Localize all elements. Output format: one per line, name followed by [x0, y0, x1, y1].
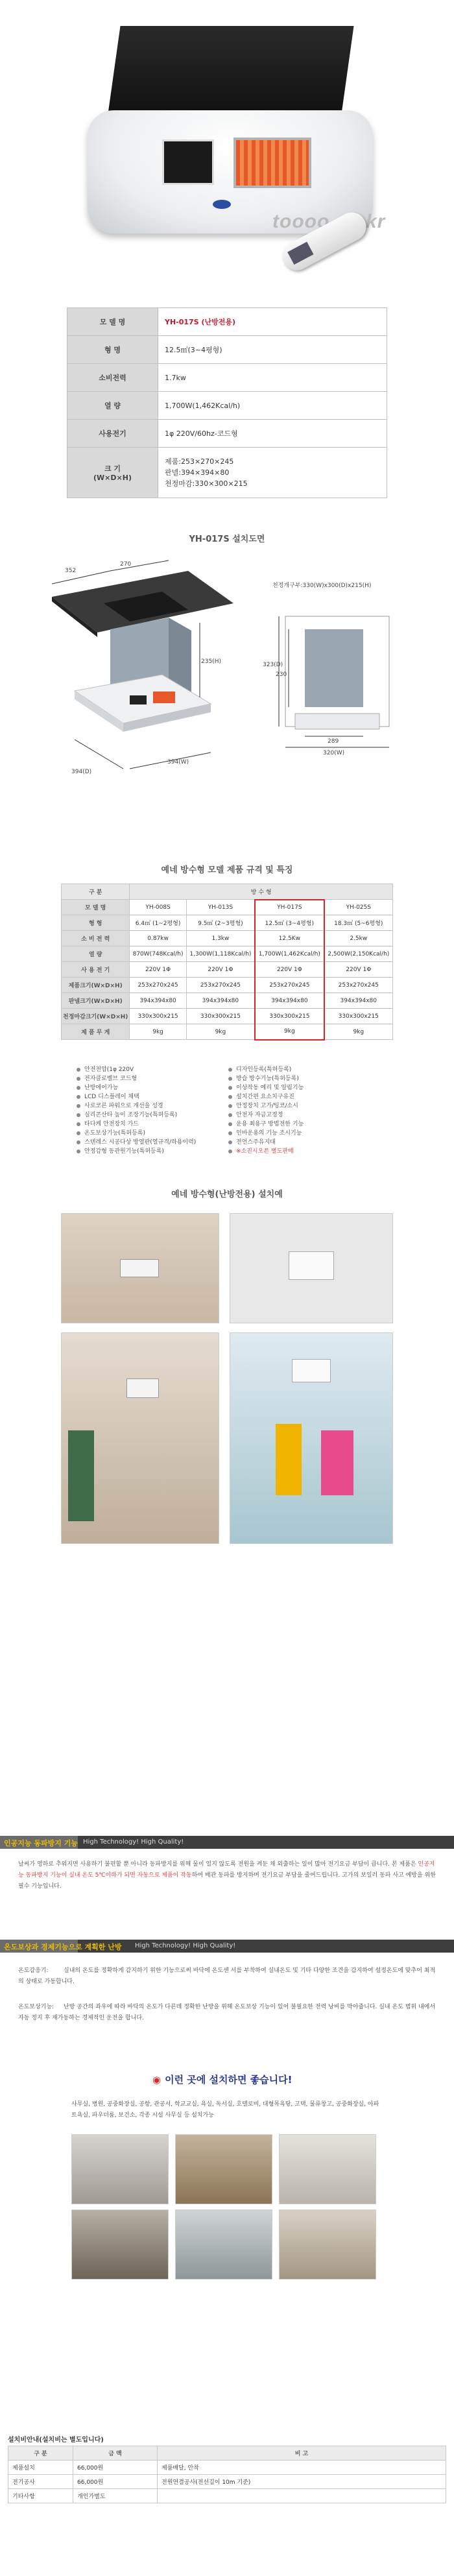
table-row [62, 978, 393, 993]
dim-top-b: 270 [120, 561, 132, 568]
table-cell: 2.5kw [324, 931, 393, 946]
apply-photo-4 [71, 2209, 169, 2280]
table-cell: 9kg [186, 1024, 255, 1040]
heater-element [233, 138, 311, 188]
photos-title: 예네 방수형(난방전용) 설치예 [171, 1190, 283, 1199]
feature-text: 안전전압(1φ 220V [84, 1066, 134, 1073]
dim-front-w1: 289 [328, 738, 339, 745]
row-header: 소 비 전 력 [62, 931, 130, 946]
feature-text: 실리콘산타 높이 조장기능(특허등록) [84, 1112, 178, 1118]
feature1-title: 인공지능 동파방지 기능 [4, 1839, 78, 1848]
feature-text: 운용 최용구 방법전한 기능 [236, 1121, 304, 1127]
target-icon: ◉ [152, 2074, 161, 2086]
table-cell: 1,700W(1,462Kcal/h) [255, 946, 324, 962]
feature-text: 인바운용의 기능 조시기능 [236, 1130, 302, 1137]
feature1-text-a: 날씨가 영하로 추워지면 사용하기 불편할 뿐 아니라 동파방지를 위해 물이 얼지 않도록 전원을 켜둔 채 외출하는 일이 많아 전기요금 부담이 큽니다. 본 제품은 [18, 1861, 418, 1868]
hero-section [0, 0, 454, 519]
spec-value-size [158, 448, 387, 498]
table-row [62, 900, 393, 915]
feature2-row1-text: 실내의 온도를 정확하게 감지하기 위한 기능으로써 바닥에 온도센 서를 부착하여 실내온도 및 기타 다양한 조건을 감지하여 설정온도에 맞추어 최적의 상태로 가동합니다. [18, 1968, 436, 1985]
feature1-text-highlight: 인공지능 동파방지 기능이 실내 온도 5℃이하가 되면 자동으로 제품이 작동 [18, 1861, 435, 1879]
bullet-icon [77, 1131, 80, 1135]
drawing-title: YH-017S 설치도면 [189, 535, 265, 544]
table-cell: YH-025S [324, 900, 393, 915]
bullet-icon [228, 1150, 232, 1153]
row-header: 열 량 [62, 946, 130, 962]
row-header: 제 품 무 게 [62, 1024, 130, 1040]
feature-item [228, 1074, 304, 1083]
install-table [8, 2446, 446, 2503]
installation-drawing-section [0, 532, 454, 804]
table-row [8, 2461, 446, 2475]
spec-label: 소비전력 [67, 364, 158, 392]
bullet-icon [77, 1086, 80, 1090]
feature-item [77, 1111, 196, 1120]
feature1-text [18, 1859, 440, 1892]
bullet-icon [228, 1095, 232, 1099]
feature-item [77, 1065, 196, 1074]
installation-drawing [39, 558, 428, 791]
install-photo-3 [61, 1332, 219, 1544]
apply-photo-3 [279, 2134, 376, 2204]
table-row [62, 993, 393, 1009]
spec-value-model: YH-017S (난방전용) [158, 308, 387, 336]
table-cell: 1,300W(1,118Kcal/h) [186, 946, 255, 962]
spec-label: 모 델 명 [67, 308, 158, 336]
install-cell: 66,000원 [73, 2475, 158, 2489]
feature-item [77, 1083, 196, 1092]
install-cell: 66,000원 [73, 2461, 158, 2475]
feature-text: ※소진시오픈 별도판매 [236, 1148, 294, 1155]
table-cell: 330x300x215 [255, 1009, 324, 1024]
dim-left-h2: 230 [276, 671, 287, 678]
feature1-subtitle: High Technology! High Quality! [83, 1838, 184, 1846]
ceiling-opening-text: 천정개구부:330(W)x300(D)x215(H) [272, 583, 372, 589]
spec-label: 형 명 [67, 336, 158, 364]
table-row [62, 931, 393, 946]
table-cell: 870W(748Kcal/h) [130, 946, 186, 962]
row-header: 형 형 [62, 915, 130, 931]
install-cell: 전원연결공사(전선길이 10m 기준) [158, 2475, 446, 2489]
table-cell: 330x300x215 [186, 1009, 255, 1024]
table-cell: 0.87kw [130, 931, 186, 946]
table-row [62, 946, 393, 962]
feature-item [228, 1111, 304, 1120]
feature-item [228, 1147, 304, 1156]
row-header: 판넬크기(W×D×H) [62, 993, 130, 1009]
group-label: 구 분 [62, 884, 130, 900]
feature-text: 타다케 안전장치 가드 [84, 1121, 139, 1127]
apply-title [152, 2073, 292, 2086]
feature-item [228, 1138, 304, 1147]
install-header: 금 액 [73, 2446, 158, 2461]
bullet-icon [77, 1150, 80, 1153]
table-cell: YH-013S [186, 900, 255, 915]
dim-side-h: 235(H) [201, 658, 221, 665]
feature-item [228, 1092, 304, 1101]
feature-text: 스텐레스 시공다상 방열판(열규격/하용이력) [84, 1139, 197, 1146]
table-cell: 394x394x80 [130, 993, 186, 1009]
table-cell: 6.4㎡ (1~2평형) [130, 915, 186, 931]
feature-item [77, 1092, 196, 1101]
bullet-icon [77, 1068, 80, 1072]
spec-table [67, 307, 387, 498]
group-value: 방 수 형 [130, 884, 393, 900]
dim-top-a: 352 [65, 568, 77, 574]
table-cell: 1.3kw [186, 931, 255, 946]
bullet-icon [77, 1095, 80, 1099]
table-row [62, 1009, 393, 1024]
table-cell: 330x300x215 [324, 1009, 393, 1024]
row-header: 사 용 전 기 [62, 962, 130, 978]
table-cell: 12.5㎡ (3~4평형) [255, 915, 324, 931]
table-cell: 253x270x245 [255, 978, 324, 993]
apply-photo-5 [175, 2209, 272, 2280]
bullet-icon [77, 1077, 80, 1081]
feature-text: 전자클로벨브 코드형 [84, 1076, 137, 1082]
feature-text: 안정감형 동관원기능(특허등록) [84, 1148, 164, 1155]
features-right [228, 1065, 304, 1156]
table-cell: 394x394x80 [255, 993, 324, 1009]
feature-text: 사로코른 파워으로 개선을 성경 [84, 1103, 163, 1109]
apply-title-text: 이런 곳에 설치하면 좋습니다! [165, 2074, 293, 2086]
feature-text: LCD 디스플레이 채택 [84, 1094, 139, 1100]
install-cell: 전기공사 [8, 2475, 73, 2489]
size-product: 제품:253×270×245 [165, 457, 234, 466]
row-header: 모 델 명 [62, 900, 130, 915]
bullet-icon [228, 1113, 232, 1117]
bullet-icon [77, 1113, 80, 1117]
install-cell: 제품배달, 안착 [158, 2461, 446, 2475]
feature-item [77, 1147, 196, 1156]
table-cell: 9.5㎡ (2~3평형) [186, 915, 255, 931]
table-cell: 9kg [255, 1024, 324, 1040]
feature2-row2-text: 난방 공간의 좌우에 따라 바닥의 온도가 다른데 정확한 난방을 위해 온도보상 기능이 있어 불필요한 전력 낭비를 막아줍니다. 실내 온도 범위 내에서 자동 정지 후 재가동하는 경제적인 운전을 합니다. [18, 2004, 436, 2021]
install-photo-4 [230, 1332, 393, 1544]
table-cell: 330x300x215 [130, 1009, 186, 1024]
comparison-table [61, 884, 393, 1041]
heater-display [162, 139, 214, 185]
table-row [62, 962, 393, 978]
feature-text: 온도보상기능(특허등록) [84, 1130, 145, 1137]
table-cell: 12.5Kw [255, 931, 324, 946]
apply-photo-1 [71, 2134, 169, 2204]
row-header: 제품크기(W×D×H) [62, 978, 130, 993]
feature-text: 이상작동 예리 및 알림기능 [236, 1085, 304, 1091]
feature-item [77, 1074, 196, 1083]
install-title: 설치비안내(설치비는 별도입니다) [8, 2437, 104, 2444]
feature-item [77, 1138, 196, 1147]
feature-item [77, 1101, 196, 1111]
table-cell: 220V 1Φ [186, 962, 255, 978]
spec-value: 12.5㎡(3~4평형) [158, 336, 387, 364]
apply-photo-6 [279, 2209, 376, 2280]
bullet-icon [228, 1131, 232, 1135]
comparison-section [0, 837, 454, 1181]
bullet-icon [77, 1140, 80, 1144]
bullet-icon [228, 1077, 232, 1081]
bullet-icon [228, 1086, 232, 1090]
heater-housing [106, 26, 353, 123]
feature-text: 디자인등록(특허등록) [236, 1066, 292, 1073]
brand-logo-icon [213, 200, 231, 209]
table-cell: YH-017S [255, 900, 324, 915]
size-panel: 판넬:394×394×80 [165, 468, 230, 477]
table-cell: 2,500W(2,150Kcal/h) [324, 946, 393, 962]
spec-value: 1φ 220V/60hz-코드형 [158, 420, 387, 448]
feature2-header [0, 1940, 454, 1953]
feature1-text-b: 하여 배관 동파를 방지하며 전기요금 부담을 줄여드립니다. 고가의 보일러 동파 사고 예방을 위한 필수 기능입니다. [18, 1872, 436, 1890]
feature-item [228, 1129, 304, 1138]
install-cell: 제품설치 [8, 2461, 73, 2475]
feature1-header [0, 1836, 454, 1849]
install-cell [158, 2489, 446, 2503]
feature-text: 난방에어가능 [84, 1085, 119, 1091]
feature2-row2-label: 온도보상기능: [18, 2004, 54, 2010]
feature2-subtitle: High Technology! High Quality! [135, 1942, 236, 1949]
spec-label: 사용전기 [67, 420, 158, 448]
apply-photo-2 [175, 2134, 272, 2204]
feature2-row2 [18, 2002, 440, 2024]
table-cell: 9kg [130, 1024, 186, 1040]
feature-item [77, 1120, 196, 1129]
feature2-row1-label: 온도감응기: [18, 1968, 49, 1974]
feature-text: 안전자 자금고정정 [236, 1112, 283, 1118]
dim-bot-a: 394(D) [71, 769, 92, 775]
table-cell: 220V 1Φ [255, 962, 324, 978]
spec-value: 1.7kw [158, 364, 387, 392]
dim-front-w2: 320(W) [323, 750, 345, 756]
dim-left-h: 323(D) [263, 662, 283, 668]
table-cell: 18.3㎡ (5~6평형) [324, 915, 393, 931]
feature-item [228, 1101, 304, 1111]
table-row [62, 1024, 393, 1040]
apply-text: 사무실, 병원, 공중화장실, 공항, 관공서, 학교교실, 욕실, 독서실, 호텔로비, 대형목욕탕, 고택, 물류창고, 공중화장실, 아파트욕실, 파우더룸, 보건소, 각종 시설 사무실 등 설치가능 [71, 2101, 379, 2119]
table-cell: 394x394x80 [324, 993, 393, 1009]
spec-label: 크 기 (W×D×H) [67, 448, 158, 498]
bullet-icon [77, 1122, 80, 1126]
install-header: 비 고 [158, 2446, 446, 2461]
table-row [62, 915, 393, 931]
install-cell: 개인가별도 [73, 2489, 158, 2503]
spec-label: 열 량 [67, 392, 158, 420]
bullet-icon [228, 1104, 232, 1108]
bullet-icon [228, 1140, 232, 1144]
feature2-title: 온도보상과 경제기능으로 계획한 난방 [4, 1943, 122, 1951]
table-cell: 253x270x245 [186, 978, 255, 993]
spec-value: 1,700W(1,462Kcal/h) [158, 392, 387, 420]
feature2-row1 [18, 1966, 440, 1988]
watermark: toooo.co.kr [272, 211, 386, 232]
install-photo-2 [230, 1213, 393, 1323]
bullet-icon [228, 1122, 232, 1126]
install-cell: 기타사항 [8, 2489, 73, 2503]
dim-bot-b: 394(W) [167, 759, 189, 765]
size-ceiling: 천정마감:330×300×215 [165, 479, 248, 488]
feature-item [77, 1129, 196, 1138]
install-photos-section [0, 1187, 454, 1771]
feature-item [228, 1083, 304, 1092]
table-cell: 253x270x245 [130, 978, 186, 993]
table-row [8, 2489, 446, 2503]
comparison-title: 예네 방수형 모델 제품 규격 및 특징 [161, 865, 293, 875]
table-cell: 253x270x245 [324, 978, 393, 993]
feature-text: 방습 방수기능(특허등록) [236, 1076, 299, 1082]
anchor-label: ANCHOR [25, 589, 47, 595]
table-cell: 394x394x80 [186, 993, 255, 1009]
table-cell: YH-008S [130, 900, 186, 915]
install-header: 구 분 [8, 2446, 73, 2461]
row-header: 천정마감크기(W×D×H) [62, 1009, 130, 1024]
table-cell: 9kg [324, 1024, 393, 1040]
install-photo-1 [61, 1213, 219, 1323]
table-row [8, 2475, 446, 2489]
feature-text: 안정장치 고가/팅코/소시 [236, 1103, 298, 1109]
bullet-icon [77, 1104, 80, 1108]
bullet-icon [228, 1068, 232, 1072]
feature-text: 전언스주유지대 [236, 1139, 276, 1146]
feature-text: 설치간편 요소치구유진 [236, 1094, 294, 1100]
feature-item [228, 1120, 304, 1129]
table-cell: 220V 1Φ [324, 962, 393, 978]
feature-item [228, 1065, 304, 1074]
table-cell: 220V 1Φ [130, 962, 186, 978]
features-left [77, 1065, 196, 1156]
